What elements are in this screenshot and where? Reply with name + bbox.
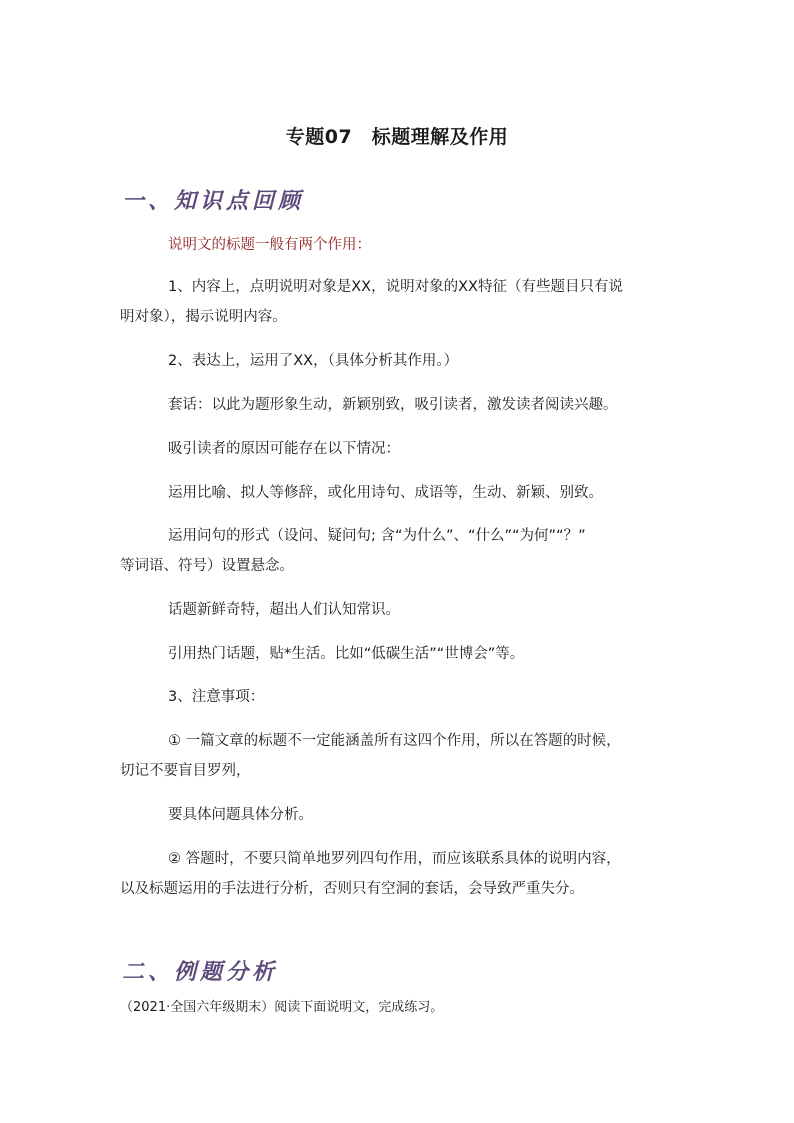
- paragraph-9: 3、注意事项：: [168, 689, 265, 705]
- paragraph-1-line-1: 1、内容上，点明说明对象是XX，说明对象的XX特征（有些题目只有说: [168, 279, 623, 295]
- paragraph-5: 运用比喻、拟人等修辞，或化用诗句、成语等，生动、新颖、别致。: [168, 485, 603, 501]
- paragraph-12-line-1: ② 答题时，不要只简单地罗列四句作用，而应该联系具体的说明内容，: [168, 851, 621, 867]
- paragraph-12-line-2: 以及标题运用的手法进行分析，否则只有空洞的套话，会导致严重失分。: [120, 881, 584, 897]
- paragraph-6-line-2: 等词语、符号）设置悬念。: [120, 558, 294, 574]
- paragraph-7: 话题新鲜奇特，超出人们认知常识。: [168, 602, 400, 618]
- paragraph-intro: 说明文的标题一般有两个作用：: [168, 237, 371, 253]
- paragraph-3: 套话：以此为题形象生动，新颖别致，吸引读者，激发读者阅读兴趣。: [168, 397, 618, 413]
- exercise-source: （2021·全国六年级期末）阅读下面说明文，完成练习。: [120, 1000, 444, 1015]
- paragraph-6-line-1: 运用问句的形式（设问、疑问句; 含“为什么”、“什么”“为何”“？”: [168, 528, 586, 544]
- paragraph-4: 吸引读者的原因可能存在以下情况：: [168, 441, 400, 457]
- paragraph-1-line-2: 明对象），揭示说明内容。: [120, 309, 287, 325]
- document-title: 专题07 标题理解及作用: [285, 126, 509, 148]
- section-heading-example-analysis: 二、例题分析: [122, 959, 279, 985]
- paragraph-10-line-1: ① 一篇文章的标题不一定能涵盖所有这四个作用，所以在答题的时候，: [168, 733, 621, 749]
- paragraph-11: 要具体问题具体分析。: [168, 807, 313, 823]
- paragraph-10-line-2: 切记不要盲目罗列，: [120, 763, 251, 779]
- section-heading-knowledge-review: 一、知识点回顾: [122, 188, 305, 214]
- paragraph-2: 2、表达上，运用了XX，（具体分析其作用。）: [168, 353, 459, 369]
- paragraph-8: 引用热门话题，贴*生活。比如“低碳生活”“世博会”等。: [168, 646, 525, 662]
